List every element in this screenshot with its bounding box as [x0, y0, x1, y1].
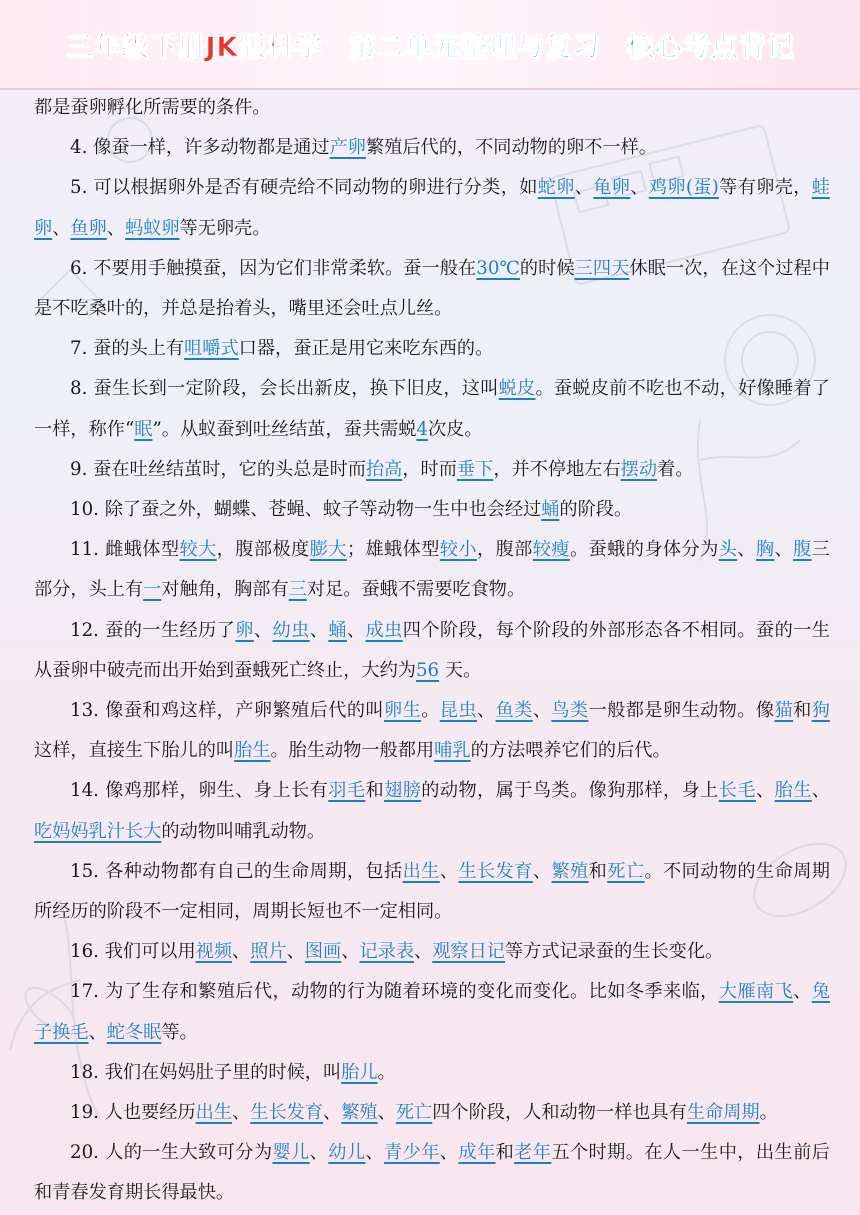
body-text: 。	[377, 1061, 396, 1083]
body-text: 、	[755, 780, 775, 802]
knowledge-point-paragraph	[0, 88, 860, 128]
body-text: 天。	[439, 659, 482, 681]
page-header-banner	[0, 0, 860, 90]
answer-text: 繁殖	[551, 860, 589, 882]
knowledge-point-paragraph	[0, 611, 860, 691]
body-text: 、	[232, 1102, 251, 1124]
body-text: 、	[574, 177, 594, 199]
body-text: 、	[377, 1102, 396, 1124]
body-text: 等方式记录蚕的生长变化。	[504, 941, 724, 963]
knowledge-point-paragraph	[0, 1133, 860, 1213]
answer-text: 哺乳	[434, 740, 471, 762]
answer-text: 蛙卵	[34, 177, 830, 239]
body-text: 、	[365, 1142, 385, 1164]
knowledge-point-paragraph	[0, 329, 860, 369]
body-text: 的动物，属于鸟类。像狗那样，身上	[421, 780, 719, 802]
answer-text: 鸟类	[551, 700, 589, 722]
answer-text: 狗	[811, 700, 830, 722]
body-text: 、	[88, 1021, 107, 1043]
body-text: 、	[106, 217, 125, 239]
body-text: 、	[309, 1142, 329, 1164]
body-text: 19. 人也要经历	[70, 1102, 196, 1124]
answer-text: 较瘦	[532, 539, 570, 561]
body-text: 13. 像蚕和鸡这样，产卵繁殖后代的叫	[70, 700, 384, 722]
knowledge-point-paragraph	[0, 530, 860, 610]
answer-text: 胸	[755, 539, 775, 561]
answer-text: 长毛	[718, 780, 756, 802]
body-text: 、	[439, 860, 459, 882]
body-text: 、	[532, 860, 552, 882]
body-text: 和	[793, 700, 812, 722]
answer-text: 摆动	[620, 458, 658, 480]
answer-text: 兔子换毛	[34, 981, 830, 1043]
knowledge-point-paragraph	[0, 249, 860, 329]
answer-text: 昆虫	[439, 700, 477, 722]
answer-text: 记录表	[359, 941, 415, 963]
answer-text: 蚂蚁卵	[125, 217, 180, 239]
answer-text: 眠	[134, 418, 153, 440]
answer-text: 死亡	[395, 1102, 433, 1124]
answer-text: 胎儿	[341, 1061, 378, 1083]
answer-text: 龟卵	[593, 177, 631, 199]
body-text: 。	[759, 1102, 778, 1124]
knowledge-point-paragraph	[0, 691, 860, 771]
answer-text: 鱼类	[495, 700, 533, 722]
knowledge-point-paragraph	[0, 1053, 860, 1093]
body-text: 14. 像鸡那样，卵生、身上长有	[70, 780, 329, 802]
answer-text: 胎生	[234, 740, 271, 762]
body-text: 、	[346, 619, 366, 641]
body-text: 休眠一次，在这个过程中是不吃桑叶的，并总是抬着头，嘴里还会吐点儿丝。	[34, 257, 830, 320]
answer-text: 较大	[179, 539, 217, 561]
answer-text: 生长发育	[458, 860, 533, 882]
header-unit-title: 第二单元整理与复习	[348, 31, 601, 63]
body-text: 、	[414, 941, 433, 963]
body-text: 7. 蚕的头上有	[70, 338, 185, 360]
body-text: 、	[253, 619, 273, 641]
body-text: 、	[232, 941, 251, 963]
answer-text: 咀嚼式	[184, 338, 239, 360]
answer-text: 照片	[250, 941, 287, 963]
body-text: 11. 雌蛾体型	[70, 539, 180, 561]
body-text: 次皮。	[427, 418, 483, 440]
answer-text: 羽毛	[328, 780, 366, 802]
body-text: 20. 人的一生大致可分为	[70, 1142, 273, 1164]
answer-text: 蛇卵	[537, 177, 575, 199]
answer-text: 腹	[793, 539, 812, 561]
body-text: 、	[793, 981, 812, 1003]
answer-text: 图画	[304, 941, 342, 963]
body-text: 、	[737, 539, 756, 561]
body-text: 五个时期。在人一生中，出生前后和青春发育期长得最快。	[34, 1142, 830, 1204]
answer-text: 三四天	[574, 257, 630, 279]
knowledge-point-paragraph	[0, 771, 860, 851]
answer-text: 青少年	[384, 1142, 440, 1164]
body-text: 的阶段。	[559, 499, 633, 521]
body-text: 、	[439, 1142, 459, 1164]
answer-text: 一	[143, 579, 162, 601]
answer-text: 头	[718, 539, 738, 561]
body-text: 、	[286, 941, 305, 963]
answer-text: 老年	[514, 1142, 552, 1164]
body-text: 口器，蚕正是用它来吃东西的。	[238, 338, 494, 360]
body-text: 、	[476, 700, 496, 722]
body-text: 。胎生动物一般都用	[270, 740, 435, 762]
body-text: 6. 不要用手触摸蚕，因为它们非常柔软。蚕一般在	[70, 257, 477, 279]
answer-text: 蛇冬眠	[106, 1021, 162, 1043]
answer-text: 繁殖	[341, 1102, 378, 1124]
answer-text: 蛹	[541, 499, 560, 521]
knowledge-point-paragraph	[0, 450, 860, 490]
body-text: 四个阶段，每个阶段的外部形态各不相同。蚕的一生从蚕卵中破壳而出开始到蚕蛾死亡终止，大约为	[34, 619, 830, 681]
body-text: ；雄蛾体型	[346, 539, 440, 561]
body-text: 的时候	[519, 257, 575, 279]
answer-text: 胎生	[774, 780, 812, 802]
answer-text: 30℃	[476, 257, 520, 279]
answer-text: 观察日记	[432, 941, 505, 963]
answer-text: 生命周期	[686, 1102, 760, 1124]
knowledge-point-paragraph	[0, 128, 860, 168]
body-text: 的方法喂养它们的后代。	[470, 740, 671, 762]
body-text: 四个阶段，人和动物一样也具有	[432, 1102, 687, 1124]
body-text: 、	[309, 619, 329, 641]
answer-text: 翅膀	[384, 780, 422, 802]
answer-text: 成虫	[365, 619, 403, 641]
body-text: 12. 蚕的一生经历了	[70, 619, 236, 641]
body-text: 。不同动物的生命周期所经历的阶段不一定相同，周期长短也不一定相同。	[34, 860, 830, 923]
answer-text: 大雁南飞	[718, 981, 794, 1003]
header-section-title: 核心考点背记	[626, 31, 795, 63]
body-text: 、	[341, 941, 360, 963]
body-text: 5. 可以根据卵外是否有硬壳给不同动物的卵进行分类，如	[70, 177, 538, 199]
answer-text: 蛹	[328, 619, 347, 641]
answer-text: 蜕皮	[498, 378, 536, 400]
body-text: 10. 除了蚕之外，蝴蝶、苍蝇、蚊子等动物一生中也会经过	[70, 499, 542, 521]
body-text: ，并不停地左右	[493, 458, 621, 480]
body-text: 、	[323, 1102, 342, 1124]
body-text: 繁殖后代的，不同动物的卵不一样。	[365, 137, 657, 159]
body-text: 、	[532, 700, 552, 722]
answer-text: 4	[416, 418, 428, 440]
body-text: 对触角，胸部有	[161, 579, 289, 601]
knowledge-point-paragraph	[0, 1093, 860, 1133]
answer-text: 视频	[195, 941, 233, 963]
knowledge-point-paragraph	[0, 168, 860, 248]
body-text: 。蚕蛾的身体分为	[569, 539, 719, 561]
content-body	[0, 88, 860, 1214]
body-text: 等。	[161, 1021, 198, 1043]
body-text: 、	[630, 177, 649, 199]
body-text: 9. 蚕在吐丝结茧时，它的头总是时而	[70, 458, 366, 480]
body-text: 18. 我们在妈妈肚子里的时候，叫	[70, 1061, 342, 1083]
knowledge-point-paragraph	[0, 972, 860, 1052]
body-text: 和	[495, 1142, 515, 1164]
answer-text: 较小	[439, 539, 477, 561]
answer-text: 鸡卵(蛋)	[648, 177, 719, 199]
body-text: 和	[588, 860, 608, 882]
body-text: 一般都是卵生动物。像	[588, 700, 775, 722]
body-text: 对足。蚕蛾不需要吃食物。	[306, 579, 526, 601]
body-text: 都是蚕卵孵化所需要的条件。	[34, 97, 271, 118]
answer-text: 膨大	[309, 539, 347, 561]
body-text: 8. 蚕生长到一定阶段，会长出新皮，换下旧皮，这叫	[70, 378, 499, 400]
knowledge-point-paragraph	[0, 852, 860, 932]
body-text: 着。	[657, 458, 694, 480]
body-text: 的动物叫哺乳动物。	[161, 820, 326, 842]
body-text: 16. 我们可以用	[70, 941, 196, 963]
body-text: 、	[774, 539, 794, 561]
body-text: ，腹部	[476, 539, 533, 561]
body-text: 等无卵壳。	[179, 217, 271, 239]
answer-text: 猫	[774, 700, 794, 722]
body-text: ”。从蚁蚕到吐丝结茧，蚕共需蜕	[152, 418, 417, 440]
answer-text: 56	[415, 659, 440, 681]
body-text: 三部分，头上有	[34, 539, 830, 601]
knowledge-point-paragraph	[0, 369, 860, 449]
body-text: 、	[811, 780, 830, 802]
answer-text: 出生	[402, 860, 440, 882]
knowledge-point-paragraph	[0, 932, 860, 972]
answer-text: 出生	[195, 1102, 233, 1124]
body-text: 17. 为了生存和繁殖后代，动物的行为随着环境的变化而变化。比如冬季来临，	[70, 981, 719, 1003]
answer-text: 卵生	[384, 700, 422, 722]
answer-text: 生长发育	[250, 1102, 324, 1124]
body-text: 4. 像蚕一样，许多动物都是通过	[70, 137, 330, 159]
answer-text: 产卵	[329, 137, 366, 159]
body-text: 这样，直接生下胎儿的叫	[34, 740, 235, 762]
body-text: 。	[421, 700, 440, 722]
body-text: 。蚕蜕皮前不吃也不动，好像睡着了一样，称作“	[34, 378, 830, 440]
answer-text: 成年	[458, 1142, 496, 1164]
body-text: 和	[365, 780, 385, 802]
body-text: ，腹部极度	[216, 539, 310, 561]
answer-text: 吃妈妈乳汁长大	[34, 820, 162, 842]
body-text: 15. 各种动物都有自己的生命周期，包括	[70, 860, 403, 882]
header-book-title: 三年级下册JK版科学	[65, 31, 323, 63]
answer-text: 三	[288, 579, 307, 601]
answer-text: 幼儿	[328, 1142, 366, 1164]
body-text: 等有卵壳，	[718, 177, 812, 199]
body-text: ，时而	[402, 458, 457, 480]
knowledge-point-paragraph	[0, 490, 860, 530]
answer-text: 婴儿	[272, 1142, 310, 1164]
body-text: 、	[52, 217, 71, 239]
answer-text: 垂下	[456, 458, 494, 480]
answer-text: 卵	[235, 619, 254, 641]
answer-text: 死亡	[607, 860, 645, 882]
answer-text: 鱼卵	[70, 217, 107, 239]
answer-text: 幼虫	[272, 619, 310, 641]
answer-text: 抬高	[365, 458, 403, 480]
